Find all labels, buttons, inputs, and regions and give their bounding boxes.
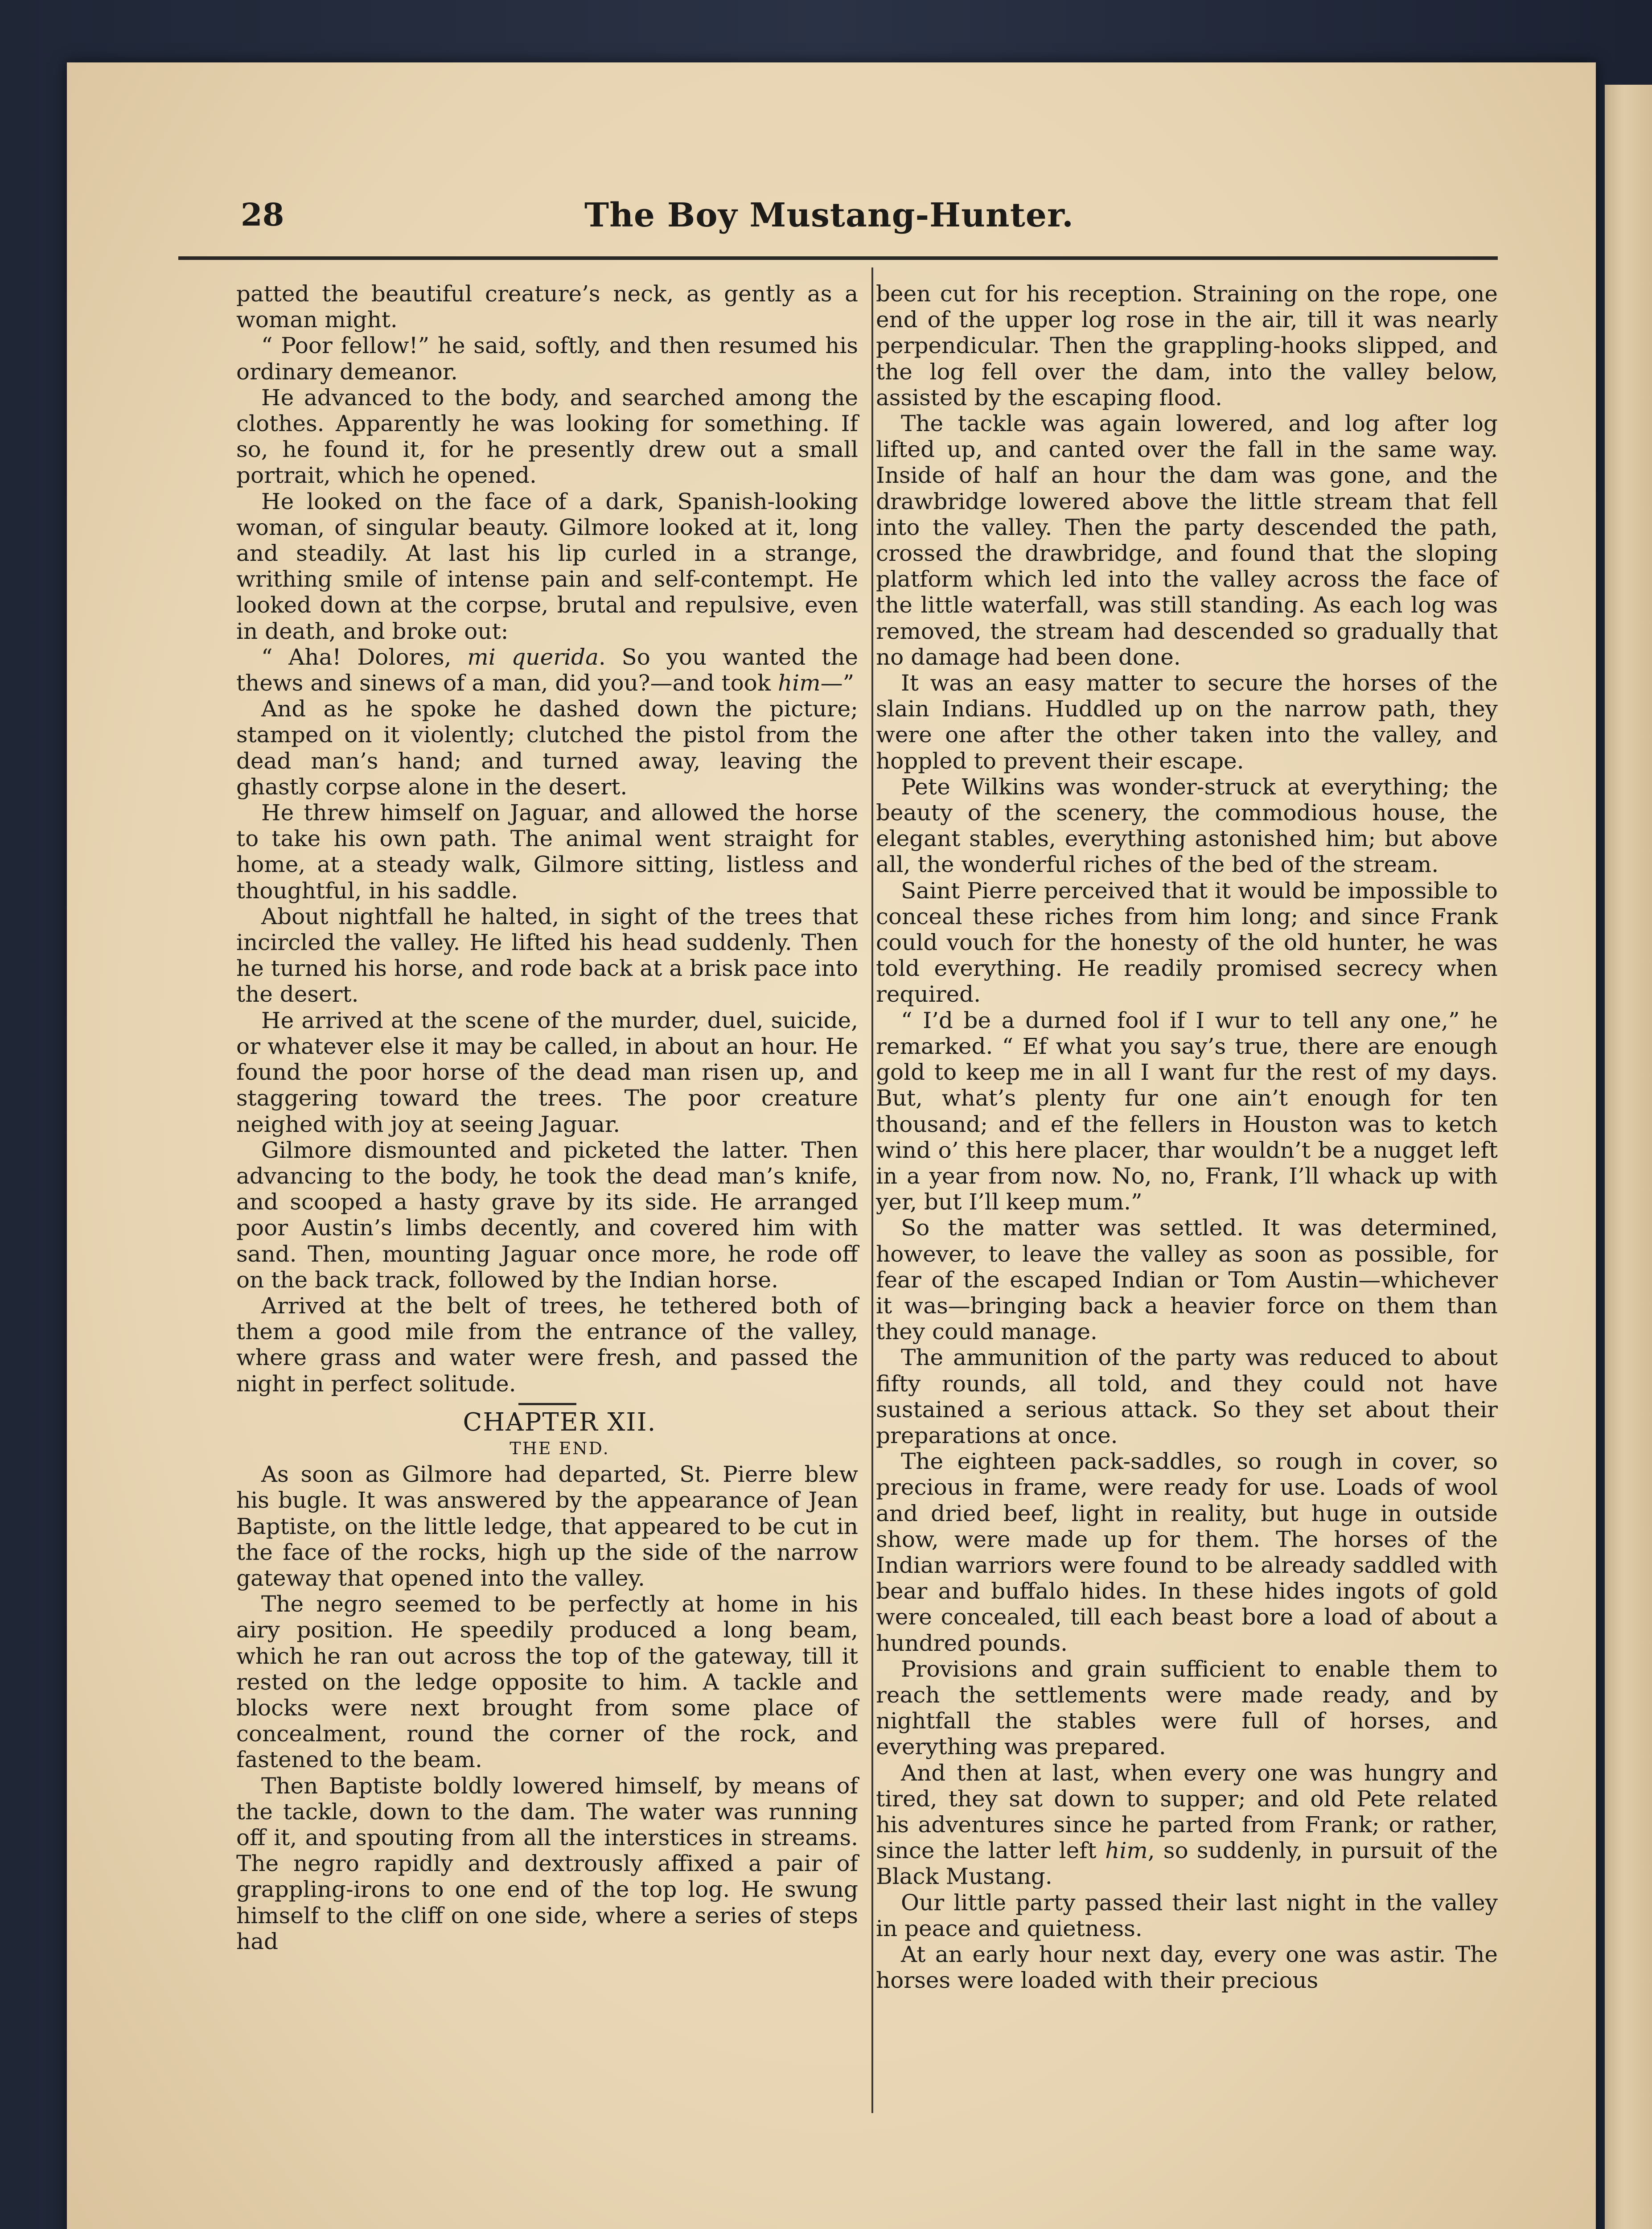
italic-text: him <box>778 670 821 696</box>
paragraph: Provisions and grain sufficient to enable them to reach the settlements were made ready, and by nightfall the stables were full of horses, and everything was prepared. <box>876 1656 1498 1760</box>
chapter-subtitle: THE END. <box>510 1438 610 1458</box>
paragraph: He advanced to the body, and searched among the clothes. Apparently he was looking for something. If so, he found it, for he presently drew out a small portrait, which he opened. <box>236 384 858 489</box>
right-column <box>876 281 1498 1993</box>
paragraph: It was an easy matter to secure the horses of the slain Indians. Huddled up on the narrow path, they were one after the other taken into the valley, and hoppled to prevent their escape. <box>876 670 1498 774</box>
adjacent-page-edge <box>1605 85 1652 2229</box>
paragraph <box>876 1760 1498 1890</box>
page-header <box>165 196 1493 245</box>
italic-text: him <box>1105 1838 1148 1864</box>
column-divider <box>871 267 873 2113</box>
paragraph: Gilmore dismounted and picketed the latter. Then advancing to the body, he took the dead man’s knife, and scooped a hasty grave by its side. He arranged poor Austin’s limbs decently, and covered him with sand. Then, mounting Jaguar once more, he rode off on the back track, followed by the Indian horse. <box>236 1137 858 1293</box>
header-rule <box>178 256 1498 260</box>
text-run: And then at last, when every one was hungry and tired, they sat down to supper; and old Pete related his adventures since he parted from Frank; or rather, since the latter left <box>876 1760 1498 1864</box>
text-run: . So you wanted the thews and sinews of a man, did you?—and took <box>236 644 858 696</box>
paragraph: Arrived at the belt of trees, he tethered both of them a good mile from the entrance of the valley, where grass and water were fresh, and passed the night in perfect solitude. <box>236 1292 858 1397</box>
paragraph: About nightfall he halted, in sight of the trees that incircled the valley. He lifted his head suddenly. Then he turned his horse, and rode back at a brisk pace into the desert. <box>236 903 858 1008</box>
paragraph: And as he spoke he dashed down the picture; stamped on it violently; clutched the pistol from the dead man’s hand; and turned away, leaving the ghastly corpse alone in the desert. <box>236 696 858 800</box>
paragraph: patted the beautiful creature’s neck, as gently as a woman might. <box>236 281 858 333</box>
paragraph: “ Poor fellow!” he said, softly, and then resumed his ordinary demeanor. <box>236 333 858 385</box>
paragraph: Pete Wilkins was wonder-struck at everything; the beauty of the scenery, the commodious house, the elegant stables, everything astonished him; but above all, the wonderful riches of the bed of the stream. <box>876 773 1498 878</box>
chapter-title: CHAPTER XII. <box>463 1407 657 1437</box>
paragraph <box>236 644 858 696</box>
text-run: —” <box>820 670 855 696</box>
paragraph: He arrived at the scene of the murder, duel, suicide, or whatever else it may be called, in about an hour. He found the poor horse of the dead man risen up, and staggering toward the trees. The poor creature neighed with joy at seeing Jaguar. <box>236 1007 858 1137</box>
text-run: “ Aha! Dolores, <box>261 644 468 670</box>
paragraph: Our little party passed their last night in the valley in peace and quietness. <box>876 1889 1498 1941</box>
page-number: 28 <box>241 196 284 233</box>
paragraph: So the matter was settled. It was determined, however, to leave the valley as soon as possible, for fear of the escaped Indian or Tom Austin—whichever it was—bringing back a heavier force on them than they could manage. <box>876 1215 1498 1345</box>
paragraph: The ammunition of the party was reduced to about fifty rounds, all told, and they could not have sustained a serious attack. So they set about their preparations at once. <box>876 1345 1498 1448</box>
paragraph: “ I’d be a durned fool if I wur to tell any one,” he remarked. “ Ef what you say’s true, there are enough gold to keep me in all I want fur the rest of my days. But, what’s plenty fur one ain’t enough for ten thousand; and ef the fellers in Houston was to ketch wind o’ this here placer, thar wouldn’t be a nugget left in a year from now. No, no, Frank, I’ll whack up with yer, but I’ll keep mum.” <box>876 1007 1498 1215</box>
chapter-rule <box>518 1403 576 1405</box>
paragraph: been cut for his reception. Straining on the rope, one end of the upper log rose in the air, till it was nearly perpendicular. Then the grappling-hooks slipped, and the log fell over the dam, into the valley below, assisted by the escaping flood. <box>876 281 1498 411</box>
paragraph: Then Baptiste boldly lowered himself, by means of the tackle, down to the dam. The water was running off it, and spouting from all the interstices in streams. The negro rapidly and dextrously affixed a pair of grappling-irons to one end of the top log. He swung himself to the cliff on one side, where a series of steps had <box>236 1773 858 1954</box>
paragraph: He threw himself on Jaguar, and allowed the horse to take his own path. The animal went straight for home, at a steady walk, Gilmore sitting, listless and thoughtful, in his saddle. <box>236 800 858 904</box>
paragraph: As soon as Gilmore had departed, St. Pierre blew his bugle. It was answered by the appearance of Jean Baptiste, on the little ledge, that appeared to be cut in the face of the rocks, high up the side of the narrow gateway that opened into the valley. <box>236 1461 858 1591</box>
text-run: , so suddenly, in pursuit of the Black Mustang. <box>876 1838 1498 1890</box>
paragraph: The negro seemed to be perfectly at home in his airy position. He speedily produced a long beam, which he ran out across the top of the gateway, till it rested on the ledge opposite to him. A tackle and blocks were next brought from some place of concealment, round the corner of the rock, and fastened to the beam. <box>236 1591 858 1773</box>
paragraph: Saint Pierre perceived that it would be impossible to conceal these riches from him long; and since Frank could vouch for the honesty of the old hunter, he was told everything. He readily promised secrecy when required. <box>876 877 1498 1008</box>
paragraph: The eighteen pack-saddles, so rough in cover, so precious in frame, were ready for use. Loads of wool and dried beef, light in reality, but huge in outside show, were made up for them. The horses of the Indian warriors were found to be already saddled with bear and buffalo hides. In these hides ingots of gold were concealed, till each beast bore a load of about a hundred pounds. <box>876 1448 1498 1656</box>
running-title: The Boy Mustang-Hunter. <box>584 196 1074 234</box>
italic-text: mi querida <box>467 644 599 670</box>
paragraph: At an early hour next day, every one was astir. The horses were loaded with their precious <box>876 1941 1498 1994</box>
paragraph: The tackle was again lowered, and log after log lifted up, and canted over the fall in the same way. Inside of half an hour the dam was gone, and the drawbridge lowered above the little stream that fell into the valley. Then the party descended the path, crossed the drawbridge, and found that the sloping platform which led into the valley across the face of the little waterfall, was still standing. As each log was removed, the stream had descended so gradually that no damage had been done. <box>876 411 1498 670</box>
left-column <box>236 281 858 1954</box>
paragraph: He looked on the face of a dark, Spanish-looking woman, of singular beauty. Gilmore looked at it, long and steadily. At last his lip curled in a strange, writhing smile of intense pain and self-contempt. He looked down at the corpse, brutal and repulsive, even in death, and broke out: <box>236 488 858 644</box>
